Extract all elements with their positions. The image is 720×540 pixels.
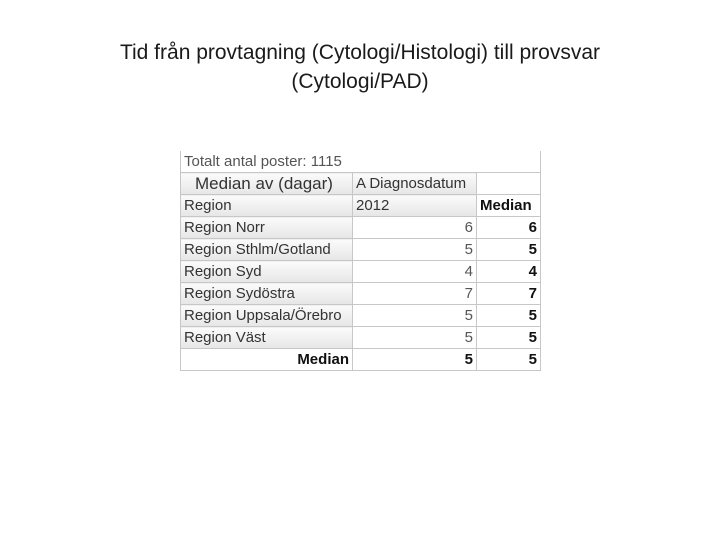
total-count-row [181,151,541,173]
slide-title-line-2: (Cytologi/PAD) [291,70,429,93]
region-label[interactable]: Region Norr [181,217,353,239]
region-label[interactable]: Region Sthlm/Gotland [181,239,353,261]
median-value-cell: 5 [477,305,541,327]
year-value-cell: 5 [353,327,477,349]
header-row [181,173,541,195]
table-row [181,217,541,239]
grand-total-median-value: 5 [477,349,541,371]
region-label[interactable]: Region Syd [181,261,353,283]
year-column-header[interactable]: 2012 [353,195,477,217]
table-row [181,327,541,349]
median-value-cell: 5 [477,327,541,349]
grand-total-label: Median [181,349,353,371]
median-value-cell: 4 [477,261,541,283]
slide-title-line-1: Tid från provtagning (Cytologi/Histologi) till provsvar [119,41,601,64]
table-row [181,261,541,283]
row-field-button[interactable]: Region [181,195,353,217]
table-row [181,283,541,305]
table-row [181,305,541,327]
year-value-cell: 7 [353,283,477,305]
table-row [181,239,541,261]
year-value-cell: 6 [353,217,477,239]
column-field-button[interactable]: A Diagnosdatum [353,173,477,195]
column-header-row [181,195,541,217]
median-value-cell: 6 [477,217,541,239]
grand-total-year-value: 5 [353,349,477,371]
year-value-cell: 5 [353,305,477,327]
grand-total-row [181,349,541,371]
total-count-label: Totalt antal poster: 1115 [181,151,477,173]
region-label[interactable]: Region Väst [181,327,353,349]
median-value-cell: 7 [477,283,541,305]
year-value-cell: 5 [353,239,477,261]
measure-field-button[interactable]: Median av (dagar) [181,173,353,195]
pivot-table [180,151,541,371]
median-column-header: Median [477,195,541,217]
region-label[interactable]: Region Uppsala/Örebro [181,305,353,327]
median-value-cell: 5 [477,239,541,261]
year-value-cell: 4 [353,261,477,283]
slide-title [60,38,660,96]
region-label[interactable]: Region Sydöstra [181,283,353,305]
